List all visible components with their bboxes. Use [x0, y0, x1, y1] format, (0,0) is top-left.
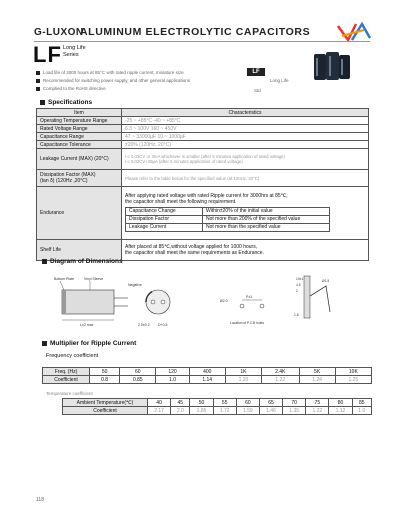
table-row: [37, 125, 369, 133]
table-cell: 50: [190, 399, 213, 407]
table-row: [37, 117, 369, 125]
feature-item: Load life of 3000 hours at 85°C with rated ripple current, miniature size: [36, 70, 184, 75]
table-cell: 40: [148, 399, 171, 407]
lead-label: 2.0±0.2: [138, 323, 150, 327]
row-value: 47 ~ 33000μF 10 ~ 1000μF: [122, 133, 369, 141]
table-cell: 5K: [299, 368, 335, 376]
table-cell: 1.22: [306, 407, 329, 415]
table-row: [37, 133, 369, 141]
table-row: [37, 141, 369, 149]
d-tolerance-label: D+0.5: [158, 323, 168, 327]
endurance-table: [125, 207, 330, 232]
table-row: [63, 399, 372, 407]
table-cell: 2.0: [171, 407, 190, 415]
row-label: Shelf Life: [37, 240, 122, 261]
header-divider: [34, 41, 370, 42]
table-cell: 1.12: [329, 407, 352, 415]
table-row: [63, 407, 372, 415]
row-label: Rated Voltage Range: [37, 125, 122, 133]
dimensions-diagram: [40, 272, 370, 334]
table-cell: 45: [171, 399, 190, 407]
table-cell: 0.8: [90, 376, 120, 384]
specifications-heading: Specifications: [40, 99, 92, 106]
table-cell: 80: [329, 399, 352, 407]
table-cell: 1.46: [259, 407, 282, 415]
row-value: I ≤ 0.03CV or 3mA whichever is smaller (after 5 minutes application of rated voltage) I ≤ 0.02CV+25μA (after 5 minutes application of rated voltage): [122, 149, 369, 170]
specifications-table: [36, 108, 369, 261]
feature-item: Complied to the RoHS directive: [36, 86, 106, 91]
row-label: Operating Temperature Range: [37, 117, 122, 125]
ripple-heading: Multiplier for Ripple Current: [42, 340, 136, 347]
phi-label: Ø1.5: [322, 279, 330, 283]
table-cell: 1.0: [352, 407, 371, 415]
table-cell: 60: [236, 399, 259, 407]
table-cell: 1.20: [225, 376, 261, 384]
row-value: 6.3 ~ 100V 160 ~ 450V: [122, 125, 369, 133]
table-cell: 1.85: [190, 407, 213, 415]
table-cell: 2.4K: [262, 368, 299, 376]
row-header: Coefficient: [63, 407, 148, 415]
row-value: Please refer to the table below for the specified value (at 120Hz, 20°C): [122, 170, 369, 187]
series-code: LF: [33, 42, 62, 67]
table-cell: 1.0: [156, 376, 189, 384]
dimension-label: 4.5: [296, 283, 301, 287]
capacitor-photo: [310, 48, 354, 84]
table-cell: 65: [259, 399, 282, 407]
page-number: 118: [36, 497, 44, 503]
table-cell: 1K: [225, 368, 261, 376]
spacing-label: P±1: [246, 295, 253, 299]
bottom-plate-label: Bottom Plate: [54, 277, 75, 281]
table-cell: 1.14: [189, 376, 225, 384]
brand-name: G-LUXON: [34, 27, 84, 38]
dimension-label: 10±1: [296, 277, 304, 281]
temperature-coefficient-heading: Temperature coefficient: [46, 391, 93, 396]
reference-note: Std: [254, 88, 261, 93]
row-label: Leakage Current (MAX) (20°C): [37, 149, 122, 170]
table-cell: 1.35: [283, 407, 306, 415]
row-label: Endurance: [37, 187, 122, 240]
table-cell: 85: [352, 399, 371, 407]
series-subtitle: Long Life Series: [63, 45, 86, 58]
table-header-row: [37, 109, 369, 117]
dimension-label: 2: [296, 289, 298, 293]
row-label: Capacitance Tolerance: [37, 141, 122, 149]
row-label: Dissipation Factor (MAX) (tan δ) (120Hz ,20°C): [37, 170, 122, 187]
dimension-label: 1.8: [294, 313, 299, 317]
table-cell: 60: [120, 368, 156, 376]
table-row: [43, 368, 372, 376]
temperature-coefficient-table: [62, 398, 372, 415]
frequency-coefficient-table: [42, 367, 372, 384]
feature-item: Recommended for switching power supply, and other general applications: [36, 78, 190, 83]
diagram-heading: Diagram of Dimensions: [42, 258, 123, 265]
table-cell: 50: [90, 368, 120, 376]
table-cell: 10K: [335, 368, 371, 376]
row-value: -25 ~ +85°C -40 ~ +85°C: [122, 117, 369, 125]
endurance-row: Dissipation Factor Not more than 200% of the specified value: [126, 215, 330, 223]
table-cell: 1.59: [236, 407, 259, 415]
table-cell: 1.24: [299, 376, 335, 384]
table-cell: 0.85: [120, 376, 156, 384]
table-row: [37, 149, 369, 170]
frequency-coefficient-heading: Frequency coefficient: [46, 353, 99, 359]
table-cell: 1.25: [335, 376, 371, 384]
table-cell: 400: [189, 368, 225, 376]
table-row: [43, 376, 372, 384]
table-cell: 70: [283, 399, 306, 407]
column-header-characteristics: Characteristics: [122, 109, 369, 117]
table-row: [37, 170, 369, 187]
pcb-location-label: Location of P.C.B holes: [230, 321, 265, 325]
table-cell: 55: [213, 399, 236, 407]
length-label: L±2 max: [80, 323, 94, 327]
table-cell: 2.17: [148, 407, 171, 415]
negative-label: Negative: [128, 283, 142, 287]
row-header: Ambient Temperature(℃): [63, 399, 148, 407]
table-cell: 120: [156, 368, 189, 376]
endurance-row: Capacitance Change Within±20% of the initial value: [126, 207, 330, 215]
hole-label: Ø2.0: [220, 299, 228, 303]
table-cell: 75: [306, 399, 329, 407]
brand-logo-icon: [334, 20, 374, 46]
row-value: After placed at 85℃,without voltage applied for 1000 hours, the capacitor shall meet the same requirements as Endurance.: [122, 240, 369, 261]
vinyl-sleeve-label: Vinyl Sleeve: [84, 277, 104, 281]
series-badge: LF: [247, 68, 265, 76]
column-header-item: Item: [37, 109, 122, 117]
row-header: Freq. (Hz): [43, 368, 90, 376]
row-header: Coefficient: [43, 376, 90, 384]
row-label: Capacitance Range: [37, 133, 122, 141]
series-note: Long Life: [270, 78, 289, 83]
row-value: ±20% (120Hz, 20°C): [122, 141, 369, 149]
endurance-row: Leakage Current Not more than the specified value: [126, 223, 330, 231]
table-cell: 1.22: [262, 376, 299, 384]
row-value: After applying rated voltage with rated Ripple current for 3000hrs at 85℃, the capacitor shall meet the following requirement. Capacitance Change Within±20% of the initial value Dissipation Factor Not more than 200% of the specified value Leakage Current Not more than the specified value: [122, 187, 369, 240]
table-cell: 1.72: [213, 407, 236, 415]
table-row-endurance: [37, 187, 369, 240]
document-title: ALUMINUM ELECTROLYTIC CAPACITORS: [80, 26, 311, 38]
